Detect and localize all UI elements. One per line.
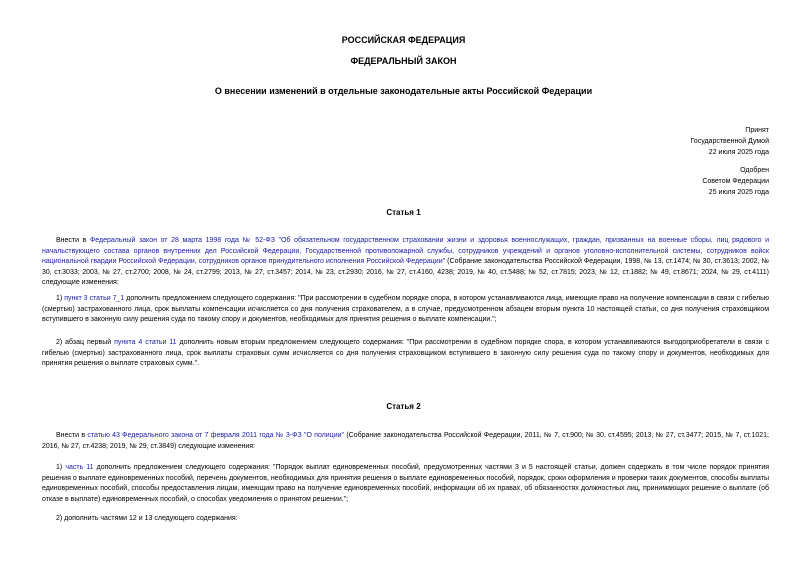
law-title: О внесении изменений в отдельные законодательные акты Российской Федерации [214, 86, 593, 96]
text: дополнить новым вторым предложением следующего содержания: "При рассмотрении в судебном порядке спора, в котором устанавливаются выгодоприобретатели в связи с гибелью (смертью) застрахованного лица, срок выплаты страховых сумм исчисляется со дня получения страховщиком вступившего в законную силу решения суда по такому спору и документов, необходимых для принятия решения о выплате страховых сумм.". [42, 339, 770, 368]
document-type-heading: ФЕДЕРАЛЬНЫЙ ЗАКОН [350, 56, 457, 66]
article-2-intro [42, 431, 769, 452]
point-4-article-11-link[interactable]: пункта 4 статьи 11 [114, 339, 177, 346]
duma-adoption [690, 125, 769, 158]
text: 1) [56, 295, 65, 302]
text: 1) [56, 464, 66, 471]
article-1-item-1 [42, 294, 769, 326]
article-2-heading: Статья 2 [386, 402, 421, 411]
article-2-item-1 [42, 463, 769, 505]
text: 2) абзац первый [56, 339, 115, 346]
article-1-item-2 [42, 338, 769, 370]
council-approval-line: Советом Федерации [702, 178, 769, 185]
article-1-heading: Статья 1 [386, 208, 421, 217]
text: (Собрание законодательства Российской Федерации, 1998, № 13, ст.1474; № 30, ст.3613; 2002, № 30, ст.3033; 2003, № 27, ст.2700; 2008, № 24, ст.2799; 2013, № 27, ст.3457; 2014, № 23, ст.2930; 2016, № 27, ст.4160, 4238; 2019, № 40, ст.5488; № 52, ст.7815; 2023, № 12, ст.1882; № 49, ст.8671; 2024, № 29, ст.4111) следующие изменения: [42, 258, 770, 287]
text: дополнить предложением следующего содержания: "При рассмотрении в судебном порядке спора, в котором устанавливаются лица, имеющие право на получение компенсации в связи с гибелью (смертью) застрахованного лица, срок выплаты компенсации исчисляется со дня получения страхователем, а в случае, предусмотренном абзацем вторым пункта 10 настоящей статьи, со дня получения страховщиком вступившего в законную силу решения суда по такому спору и документов, необходимых для принятия решения о выплате компенсации."; [42, 295, 769, 324]
country-heading: РОССИЙСКАЯ ФЕДЕРАЦИЯ [341, 35, 466, 45]
article-2-item-2: 2) дополнить частями 12 и 13 следующего содержания: [56, 515, 238, 522]
council-approval-date: 25 июля 2025 года [708, 189, 769, 196]
text: Внести в [56, 432, 88, 439]
police-law-article-43-link[interactable]: статью 43 Федерального закона от 7 февраля 2011 года № 3-ФЗ "О полиции" [87, 432, 345, 439]
part-11-link[interactable]: часть 11 [65, 464, 94, 471]
duma-adoption-line: Принят [745, 127, 769, 134]
text: Внести в [56, 237, 90, 244]
council-approval [702, 165, 769, 198]
council-approval-line: Одобрен [740, 167, 769, 174]
point-3-article-7-1-link[interactable]: пункт 3 статьи 7_1 [64, 295, 125, 302]
text: (Собрание законодательства Российской Федерации, 2011, № 7, ст.900; № 30, ст.4595; 2013, № 27, ст.3477; 2015, № 7, ст.1021; 2016, № 27, ст.4238; 2019, № 29, ст.3849) следующие изменения: [42, 432, 769, 450]
law-52fz-link[interactable]: Федеральный закон от 28 марта 1998 года № 52-ФЗ "Об обязательном государственном страховании жизни и здоровья военнослужащих, граждан, призванных на военные сборы, лиц рядового и начальствующего состава органов внутренних дел Российской Федерации, Государственной противопожарной службы, сотрудников учреждений и органов уголовно-исполнительной системы, сотрудников войск национальной гвардии Российской Федерации, сотрудников органов принудительного исполнения Российской Федерации" [42, 237, 770, 266]
duma-adoption-line: Государственной Думой [690, 138, 769, 145]
duma-adoption-date: 22 июля 2025 года [708, 149, 769, 156]
text: дополнить предложением следующего содержания: "Порядок выплат единовременных пособий, предусмотренных частями 3 и 5 настоящей статьи, должен содержать в том числе порядок принятия решения о выплате единовременных пособий, перечень документов, необходимых для принятия решения о выплате единовременных пособий, порядок, сроки оформления и проверки таких документов, способы выплаты единовременных пособий, способы предоставления лицам, имеющим право на получение единовременных пособий, информации об их правах, об обязанностях должностных лиц, принимающих решение о выплате (об отказе в выплате) единовременных пособий, о способах уведомления о принятом решении."; [42, 464, 770, 503]
article-1-intro [42, 236, 769, 289]
